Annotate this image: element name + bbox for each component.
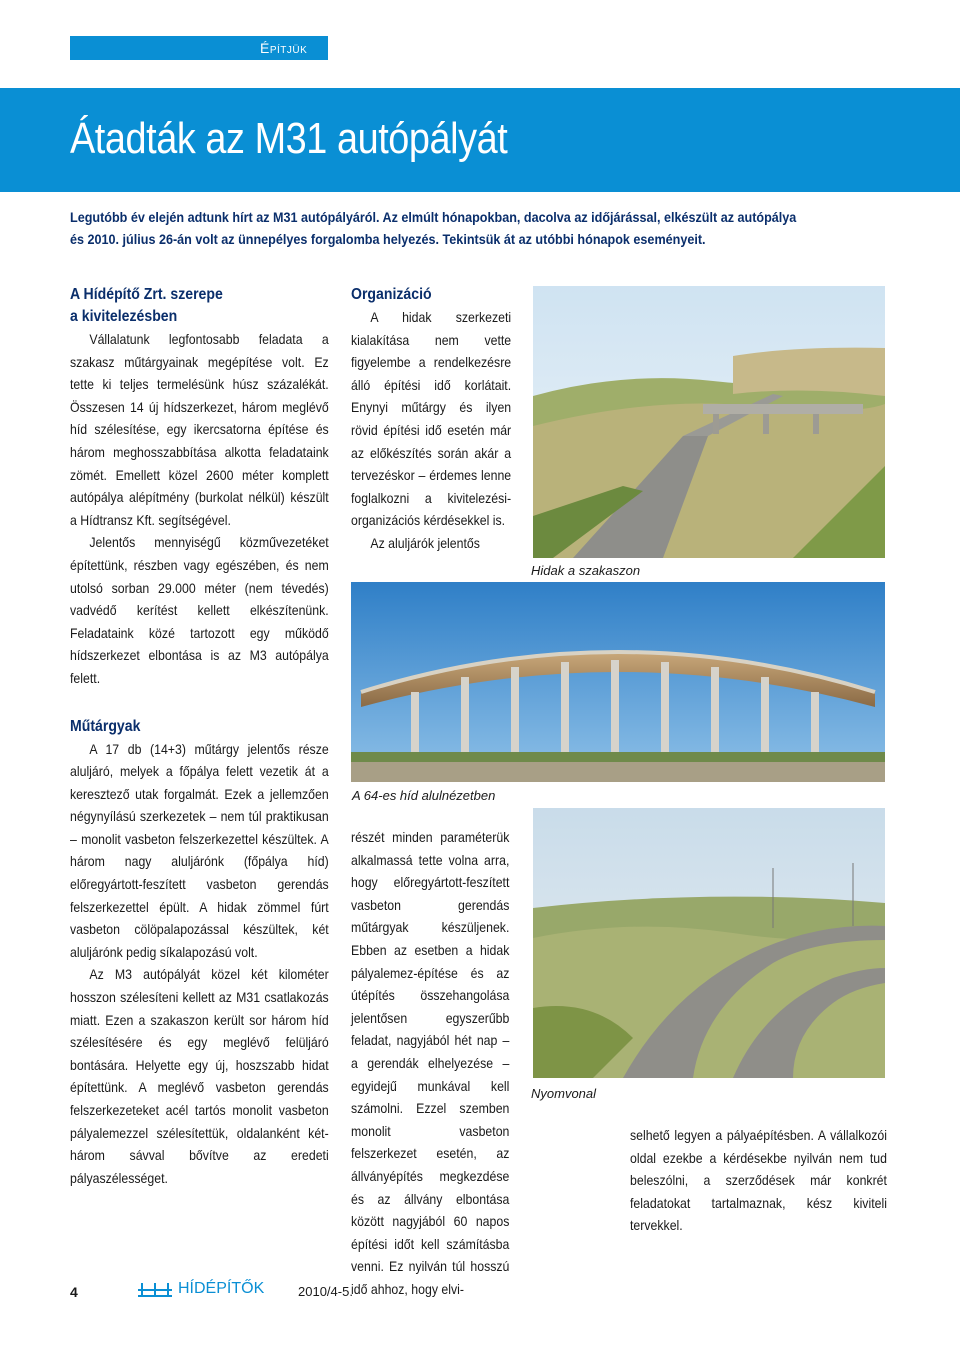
paragraph: selhető legyen a pályaépítésben. A vállalkozói oldal ezekbe a kérdésekbe nyilván nem tud beleszólni, a szerződések már konkrét feladatokat tartalmaznak, kész kiviteli tervekkel. xyxy=(630,1127,887,1234)
section-tab xyxy=(70,36,328,60)
photo-bridge-underside xyxy=(351,582,885,782)
column-2-top xyxy=(351,284,511,555)
caption-alignment: Nyomvonal xyxy=(531,1086,597,1101)
paragraph: Az aluljárók jelentős xyxy=(370,534,480,551)
photo-alignment-image xyxy=(533,808,885,1078)
photo-bridges-image xyxy=(533,286,885,558)
lead-paragraph: Legutóbb év elején adtunk hírt az M31 autópályáról. Az elmúlt hónapokban, dacolva az időjárással, elkészült az autópálya és 2010. július 26-án volt az ünnepélyes forgalomba helyezés. Tekintsük át az utóbbi hónapok eseményeit. xyxy=(70,209,797,247)
column-1 xyxy=(70,284,329,1189)
paragraph: Jelentős mennyiségű közművezetéket építettünk, részben vagy egészében, és nem utolsó sorban 29.000 méter (nem tévedés) vadvédő kerítést kellett elkészítenünk. Feladataink közé tartozott egy működő hídszerkezet elbontása is az M3 autópálya felett. xyxy=(70,534,329,686)
bridge-logo-icon xyxy=(138,1281,172,1297)
caption-bridge-underside: A 64-es híd alulnézetben xyxy=(352,788,496,803)
paragraph: A hidak szerkezeti kialakítása nem vette figyelembe a rendelkezésre álló építési idő korlátait. Enynyi műtárgy és ilyen rövid építési idő esetén már az előkészítés során akár a tervezéskor – érdemes lenne foglalkozni a kivitelezési-organizációs kérdésekkel is. xyxy=(351,309,512,529)
caption-bridges: Hidak a szakaszon xyxy=(531,563,641,578)
paragraph: A 17 db (14+3) műtárgy jelentős része aluljáró, melyek a főpálya felett vezetik át a keresztező utak forgalmát. Ezek a jellemzően négynyílású szerkezetek – nem túl praktikusan – monolit vasbeton felszerkezettel készültek. A három nagy aluljárónk (főpálya híd) előregyártott-feszített vasbeton gerendás felszerkezettel épült. A hidak zömmel fúrt vasbeton cölöpalapozással készültek, két aluljárónk pedig síkalapozású volt. xyxy=(70,740,329,960)
paragraph: Vállalatunk legfontosabb feladata a szakasz műtárgyainak megépítése volt. Ez tette ki teljes termelésünk húsz százalékát. Összesen 14 új hídszerkezet, három meglévő híd szélesítése, egy ikercsatorna építése és három meghosszabbítása alkotta feladataink zömét. Emellett közel 2600 méter komplett autópálya alépítmény (burkolat nélkül) készült a Hídtransz Kft. segítségével. xyxy=(70,331,329,528)
section-label: Építjük xyxy=(260,40,308,56)
column-2-bottom xyxy=(351,826,509,1300)
brand-name: HÍDÉPÍTŐK xyxy=(178,1280,265,1297)
photo-alignment xyxy=(533,808,885,1078)
heading-role-line2: a kivitelezésben xyxy=(70,308,178,325)
paragraph: részét minden paraméterük alkalmassá tette volna arra, hogy előregyártott-feszített vasbeton gerendás műtárgyak készüljenek. Ebben az esetben a hidak pályalemez-építése és az útépítés összehangolása jelentősen egyszerűbb feladat, nagyjából hét nap – a gerendák elhelyezése – egyidejű munkával kell számolni. Ezzel szemben monolit vasbeton felszerkezet esetén, az állványépítés megkezdése és az állvány elbontása között nagyjából 60 napos építési időt kell számításba venni. Ez nyilván túl hosszú idő ahhoz, hogy elvi- xyxy=(351,829,510,1297)
page-title: Átadták az M31 autópályát xyxy=(70,114,508,163)
paragraph: Az M3 autópályát közel két kilométer hosszon szélesíteni kellett az M31 csatlakozás miatt. Ezen a szakaszon került sor három híd szélesítésére és egy meglévő felüljáró bontására. Helyette egy új, hoszszabb hidat építettünk. A meglévő vasbeton gerendás felszerkezeteket acél tartós monolit vasbeton pályalemezzel szélesítettük, oldalanként két-három sávval bővítve az eredeti pályaszélességet. xyxy=(70,966,329,1186)
issue-number: 2010/4-5. xyxy=(298,1284,353,1299)
photo-bridge-underside-image xyxy=(351,582,885,782)
column-3 xyxy=(630,1124,887,1237)
heading-structures: Műtárgyak xyxy=(70,717,141,735)
heading-organization: Organizáció xyxy=(351,286,432,303)
heading-role-line1: A Hídépítő Zrt. szerepe xyxy=(70,286,223,303)
photo-bridges xyxy=(533,286,885,558)
title-band xyxy=(0,88,960,192)
page-number: 4 xyxy=(70,1284,78,1300)
footer-brand xyxy=(138,1280,264,1298)
